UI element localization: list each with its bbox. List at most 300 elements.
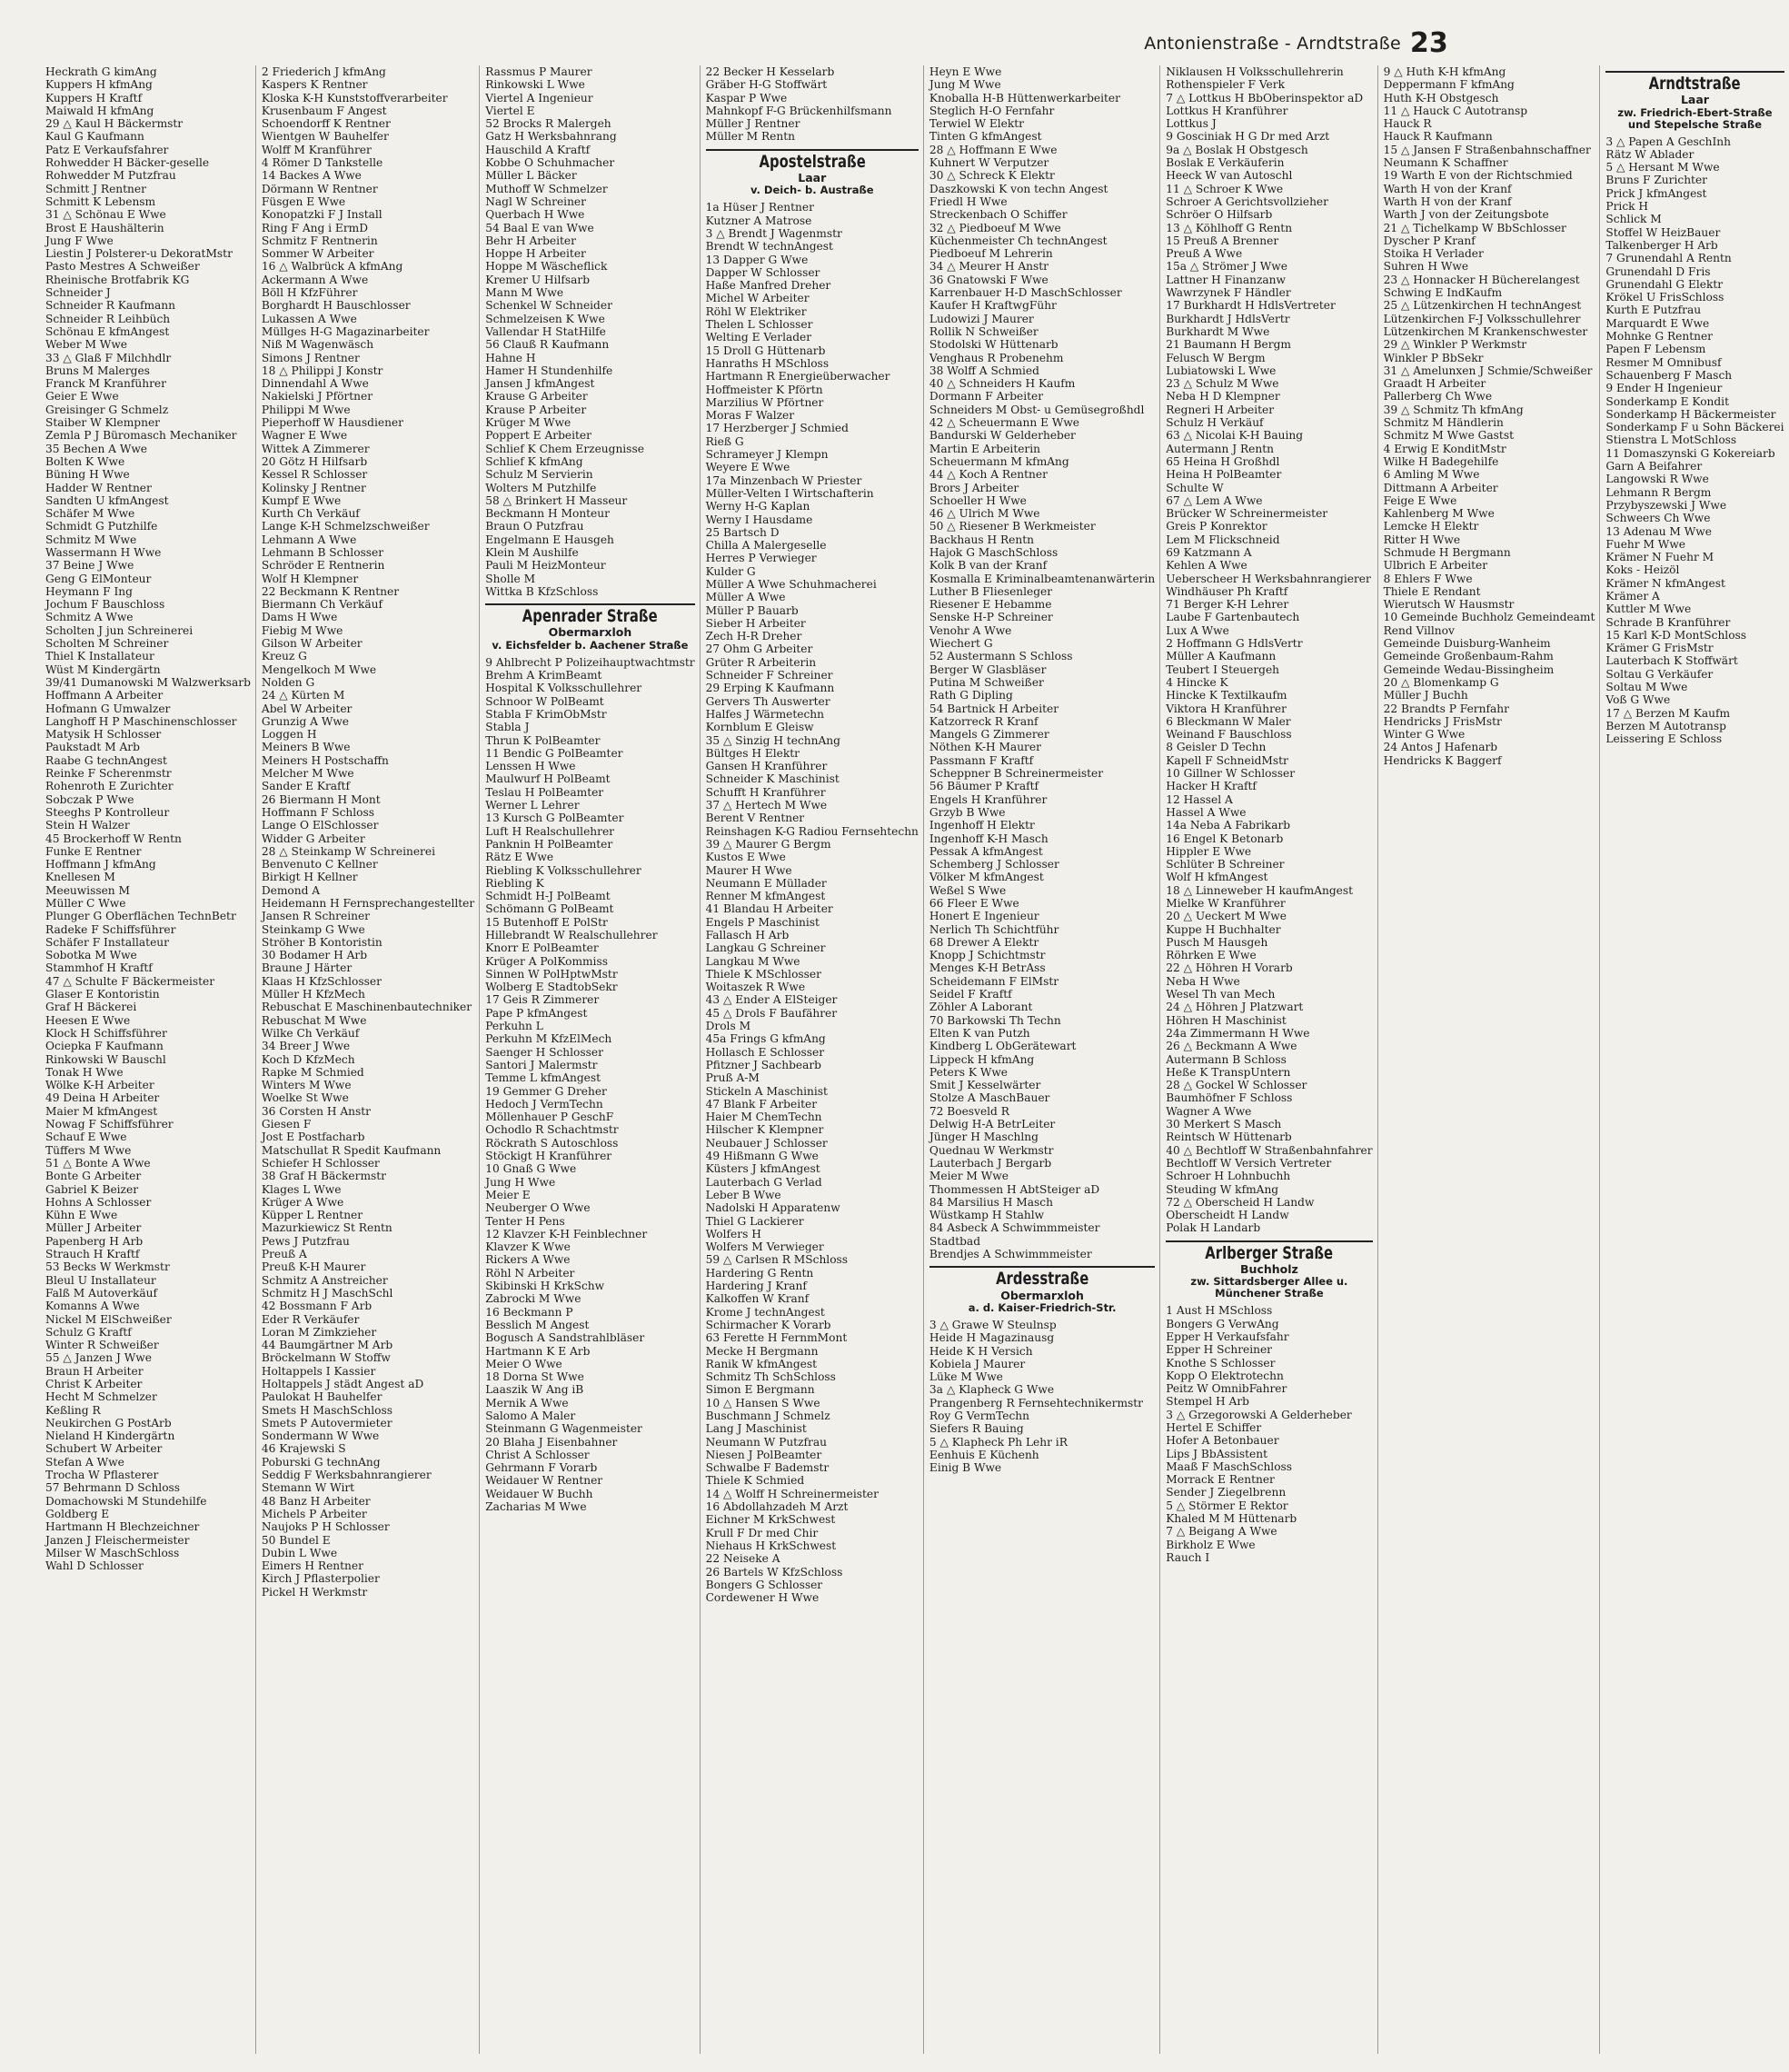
resident-entry: Tonak H Wwe xyxy=(45,1065,124,1079)
resident-entry: Krüger M Wwe xyxy=(485,416,571,430)
resident-entry: Riebling K xyxy=(485,876,544,890)
directory-column xyxy=(1599,65,1788,2054)
resident-entry: Mernik A Wwe xyxy=(485,1396,569,1410)
resident-entry: 13 Dapper G Wwe xyxy=(705,253,809,266)
resident-entry: 15 Butenhoff E PolStr xyxy=(485,915,608,929)
resident-entry: Heymann F Ing xyxy=(45,584,133,598)
resident-entry: Neuberger O Wwe xyxy=(485,1201,591,1215)
resident-entry: Nerlich Th Schichtführ xyxy=(929,922,1059,936)
resident-entry: 25 Bartsch D xyxy=(705,525,780,539)
resident-entry: Rickers A Wwe xyxy=(485,1253,571,1267)
resident-entry: Hartmann K E Arb xyxy=(485,1344,591,1358)
resident-entry: Santori J Malermstr xyxy=(485,1058,598,1071)
resident-entry: Thiele K MSchlosser xyxy=(705,967,821,981)
resident-entry: Komanns A Wwe xyxy=(45,1300,140,1313)
resident-entry: Dittmann A Arbeiter xyxy=(1383,481,1498,494)
resident-entry: Sender J Ziegelbrenn xyxy=(1166,1486,1287,1499)
resident-entry: Winters M Wwe xyxy=(261,1079,352,1092)
resident-entry: Grunendahl D Fris xyxy=(1605,264,1711,278)
resident-entry: Karrenbauer H-D MaschSchlosser xyxy=(929,286,1122,300)
resident-entry: Lehmann A Wwe xyxy=(261,533,357,546)
resident-entry: Biermann Ch Verkäuf xyxy=(261,598,383,612)
resident-entry: Röhl N Arbeiter xyxy=(485,1266,575,1280)
resident-entry: Nolden G xyxy=(261,675,315,689)
resident-entry: Menges K-H BetrAss xyxy=(929,961,1046,975)
resident-entry: Knopp J Schichtmstr xyxy=(929,949,1046,962)
resident-entry: Fuehr M Wwe xyxy=(1605,537,1685,551)
resident-entry: Gehrmann F Vorarb xyxy=(485,1461,598,1475)
resident-entry: Demond A xyxy=(261,883,321,897)
resident-entry: Strauch H Kraftf xyxy=(45,1248,140,1261)
resident-entry: Schömann G PolBeamt xyxy=(485,902,614,916)
resident-entry: Knoballa H-B Hüttenwerkarbeiter xyxy=(929,91,1120,105)
resident-entry: 5 △ Störmer E Rektor xyxy=(1166,1499,1288,1512)
directory-column xyxy=(923,65,1159,2054)
resident-entry: Papenberg H Arb xyxy=(45,1234,144,1248)
resident-entry: Radeke F Schiffsführer xyxy=(45,922,176,936)
resident-entry: Schoendorff K Rentner xyxy=(261,117,391,131)
resident-entry: 42 △ Scheuermann E Wwe xyxy=(929,416,1080,430)
resident-entry: Salomo A Maler xyxy=(485,1409,576,1422)
street-heading xyxy=(706,149,919,197)
resident-entry: Müller J Arbeiter xyxy=(45,1221,142,1235)
resident-entry: Jansen R Schreiner xyxy=(261,910,370,923)
resident-entry: Preuß A Wwe xyxy=(1166,247,1243,261)
header-streets: Antonienstraße - Arndtstraße xyxy=(1144,34,1401,54)
resident-entry: Ackermann A Wwe xyxy=(261,273,369,286)
resident-entry: Schäfer M Wwe xyxy=(45,507,135,521)
resident-entry: Hoppe M Wäscheflick xyxy=(485,260,608,274)
resident-entry: Besslich M Angest xyxy=(485,1318,590,1331)
resident-entry: 14 Backes A Wwe xyxy=(261,169,362,183)
resident-entry: Haier M ChemTechn xyxy=(705,1111,822,1124)
resident-entry: Wientgen W Bauhelfer xyxy=(261,130,389,144)
resident-entry: 28 △ Gockel W Schlosser xyxy=(1166,1079,1307,1092)
resident-entry: 14 △ Wolff H Schreinermeister xyxy=(705,1487,879,1500)
resident-entry: Hippler E Wwe xyxy=(1166,844,1252,858)
resident-entry: Venohr A Wwe xyxy=(929,623,1012,637)
resident-entry: 8 Ehlers F Wwe xyxy=(1383,572,1473,585)
resident-entry: 40 △ Bechtloff W Straßenbahnfahrer xyxy=(1166,1143,1373,1157)
resident-entry: Rebuschat M Wwe xyxy=(261,1013,367,1027)
resident-entry: 7 Grunendahl A Rentn xyxy=(1605,252,1732,265)
resident-entry: Melcher M Wwe xyxy=(261,767,354,781)
resident-entry: Laube F Gartenbautech xyxy=(1166,611,1300,624)
resident-entry: Terwiel W Elektr xyxy=(929,117,1024,131)
resident-entry: Seddig F Werksbahnrangierer xyxy=(261,1469,432,1482)
resident-entry: Schneider J xyxy=(45,286,111,300)
resident-entry: Raabe G technAngest xyxy=(45,753,167,767)
resident-entry: Roy G VermTechn xyxy=(929,1409,1030,1422)
resident-entry: Rohwedder M Putzfrau xyxy=(45,169,176,183)
resident-entry: Küsters J kfmAngest xyxy=(705,1162,820,1176)
resident-entry: 5 △ Hersant M Wwe xyxy=(1605,161,1720,174)
resident-entry: Mielke W Kranführer xyxy=(1166,897,1286,910)
resident-entry: Warth H von der Kranf xyxy=(1383,194,1512,208)
district-name: Laar xyxy=(798,171,827,185)
resident-entry: Keßling R xyxy=(45,1403,101,1417)
resident-entry: Ingenhoff H Elektr xyxy=(929,819,1035,832)
resident-entry: Siefers R Bauing xyxy=(929,1422,1024,1436)
street-range: a. d. Kaiser-Friedrich-Str. xyxy=(968,1300,1117,1314)
directory-columns xyxy=(45,65,1784,2054)
resident-entry: Bröckelmann W Stoffw xyxy=(261,1351,391,1365)
resident-entry: 7 △ Beigang A Wwe xyxy=(1166,1525,1277,1539)
resident-entry: Stolze A MaschBauer xyxy=(929,1091,1050,1105)
resident-entry: Berzen M Autotransp xyxy=(1605,719,1726,732)
district-name: Obermarxloh xyxy=(548,625,632,640)
resident-entry: Sommer W Arbeiter xyxy=(261,247,374,261)
resident-entry: Goldberg E xyxy=(45,1507,110,1520)
resident-entry: Epper H Verkaufsfahr xyxy=(1166,1330,1289,1343)
resident-entry: 84 Asbeck A Schwimmmeister xyxy=(929,1221,1100,1235)
resident-entry: Winkler P BbSekr xyxy=(1383,351,1484,364)
resident-entry: Niesen J PolBeamter xyxy=(705,1448,822,1461)
street-heading xyxy=(1605,71,1784,131)
resident-entry: Preuß A xyxy=(261,1248,307,1261)
resident-entry: Klock H Schiffsführer xyxy=(45,1026,167,1040)
resident-entry: Gräber H-G Stoffwärt xyxy=(705,78,828,92)
resident-entry: Konopatzki F J Install xyxy=(261,208,383,222)
resident-entry: Lubiatowski L Wwe xyxy=(1166,364,1277,377)
resident-entry: Thiele K Schmied xyxy=(705,1474,805,1488)
resident-entry: Baumhöfner F Schloss xyxy=(1166,1091,1293,1105)
resident-entry: Engels P Maschinist xyxy=(705,915,820,929)
resident-entry: Poppert E Arbeiter xyxy=(485,429,591,443)
resident-entry: Kutzner A Matrose xyxy=(705,214,812,227)
resident-entry: Rassmus P Maurer xyxy=(485,65,592,78)
resident-entry: 34 △ Meurer H Anstr xyxy=(929,260,1049,274)
resident-entry: 68 Drewer A Elektr xyxy=(929,935,1039,949)
resident-entry: Schmitt K Lebensm xyxy=(45,194,156,208)
resident-entry: Franck M Kranführer xyxy=(45,377,166,391)
resident-entry: Kornblum E Gleisw xyxy=(705,721,814,734)
resident-entry: Hillebrandt W Realschullehrer xyxy=(485,929,658,941)
resident-entry: Paulokat H Bauhelfer xyxy=(261,1390,383,1404)
resident-entry: Fiebig M Wwe xyxy=(261,623,343,637)
resident-entry: Pieperhoff W Hausdiener xyxy=(261,416,403,430)
resident-entry: Schmitz F Rentnerin xyxy=(261,234,378,247)
resident-entry: 17 △ Berzen M Kaufm xyxy=(1605,706,1731,720)
resident-entry: Heide H Magazinausg xyxy=(929,1331,1055,1345)
resident-entry: Gemeinde Duisburg-Wanheim xyxy=(1383,637,1551,651)
resident-entry: 54 Bartnick H Arbeiter xyxy=(929,702,1059,715)
resident-entry: Cordewener H Wwe xyxy=(705,1591,820,1605)
resident-entry: Stodolski W Hüttenarb xyxy=(929,338,1058,352)
resident-entry: 11 Domaszynski G Kokereiarb xyxy=(1605,446,1775,460)
resident-entry: Rohwedder H Bäcker-geselle xyxy=(45,156,210,170)
resident-entry: Engelmann E Hausgeh xyxy=(485,533,614,546)
resident-entry: Stienstra L MotSchloss xyxy=(1605,433,1737,447)
resident-entry: Windhäuser Ph Kraftf xyxy=(1166,584,1288,598)
resident-entry: Friedl H Wwe xyxy=(929,194,1008,208)
resident-entry: Weyere E Wwe xyxy=(705,461,790,474)
resident-entry: Wittka B KfzSchloss xyxy=(485,584,599,598)
resident-entry: Falß M Autoverkäuf xyxy=(45,1286,157,1300)
resident-entry: 17 Burkhardt H HdlsVertreter xyxy=(1166,299,1336,313)
resident-entry: Jost E Postfacharb xyxy=(261,1131,365,1144)
resident-entry: Bongers G Schlosser xyxy=(705,1578,823,1591)
resident-entry: Sieber H Arbeiter xyxy=(705,616,806,630)
resident-entry: Hofmann G Umwalzer xyxy=(45,702,171,715)
directory-column xyxy=(255,65,479,2054)
resident-entry: Krämer A xyxy=(1605,589,1660,603)
resident-entry: Streckenbach O Schiffer xyxy=(929,208,1068,222)
resident-entry: Rothenspieler F Verk xyxy=(1166,78,1285,92)
resident-entry: Graf H Bäckerei xyxy=(45,1001,137,1014)
section-rule xyxy=(1605,71,1784,73)
resident-entry: 24 Antos J Hafenarb xyxy=(1383,741,1498,754)
resident-entry: Lattner H Finanzanw xyxy=(1166,273,1286,286)
resident-entry: Venghaus R Probenehm xyxy=(929,351,1064,364)
resident-entry: Röhl W Elektriker xyxy=(705,304,807,318)
resident-entry: 26 Biermann H Mont xyxy=(261,792,381,806)
resident-entry: Wahl D Schlosser xyxy=(45,1559,144,1573)
resident-entry: Schubert W Arbeiter xyxy=(45,1442,163,1456)
resident-entry: Hoppe H Arbeiter xyxy=(485,247,586,261)
resident-entry: Thiele E Rendant xyxy=(1383,584,1481,598)
resident-entry: Hoffmann F Schloss xyxy=(261,805,375,819)
resident-entry: Schlick M xyxy=(1605,213,1662,226)
resident-entry: Büning H Wwe xyxy=(45,468,130,482)
resident-entry: Scheidemann F ElMstr xyxy=(929,974,1059,988)
resident-entry: Nakielski J Pförtner xyxy=(261,390,373,403)
resident-entry: 1 Aust H MSchloss xyxy=(1166,1304,1273,1318)
resident-entry: Muthoff W Schmelzer xyxy=(485,182,608,195)
resident-entry: Gabriel K Beizer xyxy=(45,1182,139,1196)
resident-entry: Maurer H Wwe xyxy=(705,863,792,877)
resident-entry: Warth H von der Kranf xyxy=(1383,182,1512,195)
resident-entry: 15 △ Jansen F Straßenbahnschaffner xyxy=(1383,143,1591,156)
resident-entry: Khaled M M Hüttenarb xyxy=(1166,1512,1297,1526)
resident-entry: Oberscheidt H Landw xyxy=(1166,1209,1289,1222)
resident-entry: Putina M Schweißer xyxy=(929,675,1044,689)
resident-entry: Schauf E Wwe xyxy=(45,1131,127,1144)
resident-entry: Steinmann G Wagenmeister xyxy=(485,1422,642,1436)
resident-entry: Kosmalla E Kriminalbeamtenanwärterin xyxy=(929,572,1156,585)
resident-entry: Lauterbach J Bergarb xyxy=(929,1156,1052,1170)
resident-entry: Loggen H xyxy=(261,728,317,742)
resident-entry: Pallerberg Ch Wwe xyxy=(1383,390,1493,403)
resident-entry: Hartmann H Blechzeichner xyxy=(45,1520,200,1534)
resident-entry: Gansen H Kranführer xyxy=(705,760,828,773)
resident-entry: Drols M xyxy=(705,1020,751,1033)
resident-entry: Jochum F Bauschloss xyxy=(45,598,165,612)
resident-entry: Klavzer K Wwe xyxy=(485,1240,571,1254)
resident-entry: Abel W Arbeiter xyxy=(261,702,353,715)
resident-entry: 49 Deina H Arbeiter xyxy=(45,1091,160,1105)
resident-entry: Hendricks J FrisMstr xyxy=(1383,714,1502,728)
resident-entry: Rath G Dipling xyxy=(929,689,1013,702)
resident-entry: Sondermann W Wwe xyxy=(261,1429,380,1443)
resident-entry: Huth K-H Obstgesch xyxy=(1383,91,1499,105)
resident-entry: 3 △ Brendt J Wagenmstr xyxy=(705,226,842,240)
resident-entry: 49 Hißmann G Wwe xyxy=(705,1150,819,1163)
resident-entry: Schulz H Verkäuf xyxy=(1166,416,1264,430)
resident-entry: Schneider K Maschinist xyxy=(705,772,840,786)
resident-entry: Ritter H Wwe xyxy=(1383,533,1461,546)
resident-entry: Riesener E Hebamme xyxy=(929,598,1052,612)
resident-entry: 16 Engel K Betonarb xyxy=(1166,832,1284,845)
resident-entry: Heesen E Wwe xyxy=(45,1013,131,1027)
resident-entry: Dapper W Schlosser xyxy=(705,265,820,279)
resident-entry: 16 Abdollahzadeh M Arzt xyxy=(705,1500,849,1514)
resident-entry: Steglich H-O Fernfahr xyxy=(929,104,1055,117)
resident-entry: Wolfers M Verwieger xyxy=(705,1240,824,1254)
resident-entry: Knothe S Schlosser xyxy=(1166,1356,1276,1370)
resident-entry: 44 Baumgärtner M Arb xyxy=(261,1339,393,1352)
resident-entry: Küchenmeister Ch technAngest xyxy=(929,234,1108,247)
section-rule xyxy=(929,1266,1155,1268)
resident-entry: Ring F Ang i ErmD xyxy=(261,221,368,234)
resident-entry: Müller-Velten I Wirtschafterin xyxy=(705,486,874,500)
resident-entry: Simon E Bergmann xyxy=(705,1383,815,1397)
resident-entry: Backhaus H Rentn xyxy=(929,533,1034,546)
resident-entry: 22 Becker H Kesselarb xyxy=(705,65,835,78)
resident-entry: Katzorreck R Kranf xyxy=(929,714,1039,728)
resident-entry: 20 △ Blomenkamp G xyxy=(1383,675,1499,689)
resident-entry: Philippi M Wwe xyxy=(261,403,351,416)
district-name: Laar xyxy=(1680,93,1709,107)
resident-entry: 63 △ Nicolai K-H Bauing xyxy=(1166,429,1303,443)
resident-entry: 45 △ Drols F Baufährer xyxy=(705,1006,838,1020)
resident-entry: Stemann W Wirt xyxy=(261,1481,355,1495)
resident-entry: 10 Gemeinde Buchholz Gemeindeamt xyxy=(1383,611,1595,624)
resident-entry: Senske H-P Schreiner xyxy=(929,611,1053,624)
resident-entry: Rebuschat E Maschinenbautechniker xyxy=(261,1001,472,1014)
resident-entry: Matschullat R Spedit Kaufmann xyxy=(261,1143,442,1157)
resident-entry: Holtappels I Kassier xyxy=(261,1364,376,1378)
resident-entry: Schrade B Kranführer xyxy=(1605,615,1731,629)
resident-entry: Kaul G Kaufmann xyxy=(45,130,144,144)
resident-entry: 18 △ Philippi J Konstr xyxy=(261,364,383,377)
resident-entry: Kaufer H KraftwgFühr xyxy=(929,299,1057,313)
resident-entry: Vallendar H StatHilfe xyxy=(485,324,606,338)
resident-entry: Niß M Wagenwäsch xyxy=(261,338,374,352)
resident-entry: Plunger G Oberflächen TechnBetr xyxy=(45,910,236,923)
resident-entry: Müller J Buchh xyxy=(1383,689,1468,702)
resident-entry: Grunendahl G Elektr xyxy=(1605,277,1724,291)
resident-entry: Schmitz M Wwe Gastst xyxy=(1383,429,1514,443)
resident-entry: Engels H Kranführer xyxy=(929,792,1048,806)
resident-entry: Brücker W Schreinermeister xyxy=(1166,507,1328,521)
resident-entry: Teslau H PolBeamter xyxy=(485,785,604,799)
district-name: Buchholz xyxy=(1240,1262,1298,1277)
street-range: v. Deich- b. Austraße xyxy=(750,184,874,197)
resident-entry: Krome J technAngest xyxy=(705,1305,825,1319)
resident-entry: Heckrath G kimAng xyxy=(45,65,157,78)
resident-entry: 16 Beckmann P xyxy=(485,1305,573,1319)
resident-entry: 11 △ Hauck C Autotransp xyxy=(1383,104,1528,117)
resident-entry: 15 Karl K-D MontSchloss xyxy=(1605,628,1747,642)
resident-entry: 84 Marsilius H Masch xyxy=(929,1195,1053,1209)
resident-entry: Maaß F MaschSchloss xyxy=(1166,1459,1293,1473)
resident-entry: Schmitt J Rentner xyxy=(45,182,146,195)
resident-entry: Berger W Glasbläser xyxy=(929,662,1047,676)
resident-entry: 4 Hincke K xyxy=(1166,675,1228,689)
resident-entry: Steinkamp G Wwe xyxy=(261,922,365,936)
resident-entry: Werny H-G Kaplan xyxy=(705,500,810,513)
resident-entry: Kahlenberg M Wwe xyxy=(1383,507,1495,521)
resident-entry: Wolfers H xyxy=(705,1227,761,1240)
resident-entry: Scholten J jun Schreinerei xyxy=(45,623,194,637)
resident-entry: Przybyszewski J Wwe xyxy=(1605,498,1727,512)
resident-entry: Lehmann B Schlosser xyxy=(261,545,384,559)
resident-entry: Lange O ElSchlosser xyxy=(261,819,379,832)
resident-entry: 9 Ender H Ingenieur xyxy=(1605,382,1723,395)
resident-entry: Behr H Arbeiter xyxy=(485,234,576,247)
resident-entry: Schnoor W PolBeamt xyxy=(485,694,604,708)
resident-entry: Brors J Arbeiter xyxy=(929,481,1019,494)
resident-entry: 55 △ Janzen J Wwe xyxy=(45,1351,152,1365)
resident-entry: Sholle M xyxy=(485,572,536,585)
resident-entry: 72 △ Oberscheid H Landw xyxy=(1166,1195,1315,1209)
resident-entry: 20 Götz H Hilfsarb xyxy=(261,454,368,468)
resident-entry: 7 △ Lottkus H BbOberinspektor aD xyxy=(1166,91,1364,105)
resident-entry: Müller C Wwe xyxy=(45,897,126,910)
resident-entry: Schroer A Gerichtsvollzieher xyxy=(1166,194,1328,208)
resident-entry: Wolf H kfmAngest xyxy=(1166,871,1268,884)
resident-entry: Jung H Wwe xyxy=(485,1175,556,1189)
resident-entry: Schulz G Kraftf xyxy=(45,1325,132,1339)
resident-entry: Pruß A-M xyxy=(705,1071,760,1085)
resident-entry: Neba H D Klempner xyxy=(1166,390,1280,403)
resident-entry: 22 Brandts P Fernfahr xyxy=(1383,702,1509,715)
resident-entry: Mengelkoch M Wwe xyxy=(261,662,377,676)
resident-entry: Tinten G kfmAngest xyxy=(929,130,1042,144)
resident-entry: Geng G ElMonteur xyxy=(45,572,152,585)
resident-entry: Boslak E Verkäuferin xyxy=(1166,156,1285,170)
street-name: Arndtstraße xyxy=(1648,74,1741,94)
resident-entry: 39 △ Schmitz Th kfmAng xyxy=(1383,403,1524,416)
resident-entry: Eenhuis E Küchenh xyxy=(929,1448,1039,1461)
resident-entry: Kuppers H Kraftf xyxy=(45,91,143,105)
resident-entry: Einig B Wwe xyxy=(929,1461,1002,1475)
resident-entry: Thelen L Schlosser xyxy=(705,318,813,332)
resident-entry: Krull F Dr med Chir xyxy=(705,1526,819,1539)
resident-entry: Kuhnert W Verputzer xyxy=(929,156,1049,170)
resident-entry: Bruns F Zurichter xyxy=(1605,174,1707,187)
resident-entry: Brehm A KrimBeamt xyxy=(485,669,602,682)
resident-entry: Meier M Wwe xyxy=(929,1170,1009,1183)
resident-entry: Stoika H Verlader xyxy=(1383,247,1484,261)
resident-entry: Christ K Arbeiter xyxy=(45,1377,143,1390)
street-name: Apenrader Straße xyxy=(522,606,658,627)
resident-entry: Schneider F Schreiner xyxy=(705,669,833,682)
resident-entry: Kolk B van der Kranf xyxy=(929,559,1048,573)
resident-entry: Resmer M Omnibusf xyxy=(1605,355,1722,369)
resident-entry: 22 Neiseke A xyxy=(705,1552,780,1566)
resident-entry: 14a Neba A Fabrikarb xyxy=(1166,819,1291,832)
resident-entry: Hilscher K Klempner xyxy=(705,1123,824,1137)
resident-entry: Skibinski H KrkSchw xyxy=(485,1280,605,1293)
resident-entry: Schwing E IndKaufm xyxy=(1383,286,1502,300)
resident-entry: Kaspar P Wwe xyxy=(705,91,788,105)
resident-entry: 50 Bundel E xyxy=(261,1533,331,1547)
resident-entry: Deppermann F kfmAng xyxy=(1383,78,1515,92)
resident-entry: Welting E Verlader xyxy=(705,331,812,344)
resident-entry: Wölke K-H Arbeiter xyxy=(45,1079,154,1092)
resident-entry: 26 Bartels W KfzSchloss xyxy=(705,1565,843,1579)
resident-entry: Smets H MaschSchloss xyxy=(261,1403,393,1417)
resident-entry: Füsgen E Wwe xyxy=(261,194,346,208)
resident-entry: 27 Ohm G Arbeiter xyxy=(705,643,813,656)
resident-entry: 21 Baumann H Bergm xyxy=(1166,338,1291,352)
resident-entry: Schlief K Chem Erzeugnisse xyxy=(485,442,644,455)
resident-entry: Schmitz M Wwe xyxy=(45,533,137,546)
resident-entry: Pauli M HeizMonteur xyxy=(485,559,606,573)
resident-entry: Mecke H Bergmann xyxy=(705,1344,819,1358)
